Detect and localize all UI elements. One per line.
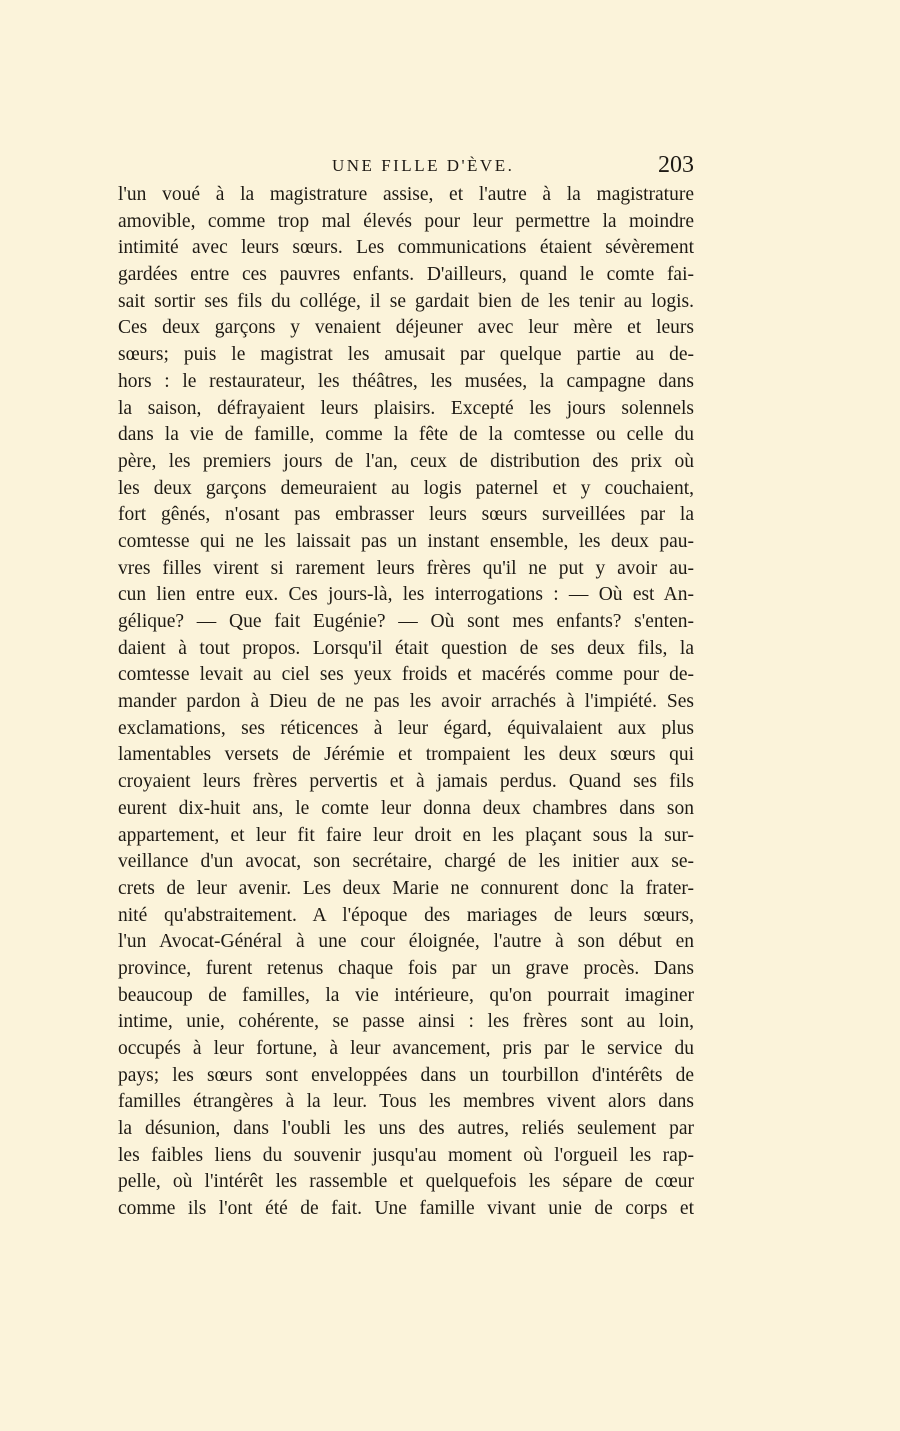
text-line: les deux garçons demeuraient au logis paternel et y couchaient, <box>118 477 694 499</box>
text-line: appartement, et leur fit faire leur droit en les plaçant sous la sur- <box>118 824 694 846</box>
running-title: UNE FILLE D'ÈVE. <box>332 156 515 175</box>
text-line: la saison, défrayaient leurs plaisirs. Excepté les jours solennels <box>118 397 694 419</box>
text-line: eurent dix-huit ans, le comte leur donna deux chambres dans son <box>118 797 694 819</box>
text-line: exclamations, ses réticences à leur égard, équivalaient aux plus <box>118 717 694 739</box>
text-line: hors : le restaurateur, les théâtres, les musées, la campagne dans <box>118 370 694 392</box>
text-line: l'un Avocat-Général à une cour éloignée, l'autre à son début en <box>118 931 694 953</box>
text-line: père, les premiers jours de l'an, ceux de distribution des prix où <box>118 450 694 472</box>
text-line: dans la vie de famille, comme la fête de la comtesse ou celle du <box>118 424 694 446</box>
text-line: veillance d'un avocat, son secrétaire, chargé de les initier aux se- <box>118 851 694 873</box>
text-line: sait sortir ses fils du collége, il se gardait bien de les tenir au logis. <box>118 290 694 312</box>
text-line: daient à tout propos. Lorsqu'il était question de ses deux fils, la <box>118 637 694 659</box>
text-line: familles étrangères à la leur. Tous les membres vivent alors dans <box>118 1091 694 1113</box>
text-line: pays; les sœurs sont enveloppées dans un tourbillon d'intérêts de <box>118 1064 694 1086</box>
text-line: les faibles liens du souvenir jusqu'au moment où l'orgueil les rap- <box>118 1144 694 1166</box>
text-line: crets de leur avenir. Les deux Marie ne connurent donc la frater- <box>118 877 694 899</box>
text-line: cun lien entre eux. Ces jours-là, les interrogations : — Où est An- <box>118 584 694 606</box>
text-line: comme ils l'ont été de fait. Une famille vivant unie de corps et <box>118 1198 694 1220</box>
text-line: croyaient leurs frères pervertis et à jamais perdus. Quand ses fils <box>118 771 694 793</box>
body-text <box>118 182 694 1223</box>
text-line: pelle, où l'intérêt les rassemble et quelquefois les sépare de cœur <box>118 1171 694 1193</box>
text-line: sœurs; puis le magistrat les amusait par quelque partie au de- <box>118 344 694 366</box>
text-line: Ces deux garçons y venaient déjeuner avec leur mère et leurs <box>118 317 694 339</box>
text-line: la désunion, dans l'oubli les uns des autres, reliés seulement par <box>118 1118 694 1140</box>
page-header <box>118 152 694 184</box>
text-line: gélique? — Que fait Eugénie? — Où sont mes enfants? s'enten- <box>118 611 694 632</box>
page-number: 203 <box>658 152 694 178</box>
text-line: lamentables versets de Jérémie et trompaient les deux sœurs qui <box>118 744 694 766</box>
text-line: intime, unie, cohérente, se passe ainsi : les frères sont au loin, <box>118 1011 694 1033</box>
text-line: vres filles virent si rarement leurs frères qu'il ne put y avoir au- <box>118 557 694 579</box>
text-line: nité qu'abstraitement. A l'époque des mariages de leurs sœurs, <box>118 904 694 926</box>
text-line: intimité avec leurs sœurs. Les communications étaient sévèrement <box>118 237 694 259</box>
text-line: comtesse qui ne les laissait pas un instant ensemble, les deux pau- <box>118 530 694 552</box>
text-line: comtesse levait au ciel ses yeux froids et macérés comme pour de- <box>118 664 694 686</box>
text-line: gardées entre ces pauvres enfants. D'ailleurs, quand le comte fai- <box>118 264 694 286</box>
text-line: province, furent retenus chaque fois par un grave procès. Dans <box>118 957 694 979</box>
text-line: fort gênés, n'osant pas embrasser leurs sœurs surveillées par la <box>118 504 694 526</box>
text-line: beaucoup de familles, la vie intérieure, qu'on pourrait imaginer <box>118 984 694 1006</box>
text-line: l'un voué à la magistrature assise, et l'autre à la magistrature <box>118 184 694 205</box>
text-line: amovible, comme trop mal élevés pour leur permettre la moindre <box>118 210 694 232</box>
text-line: occupés à leur fortune, à leur avancement, pris par le service du <box>118 1038 694 1059</box>
text-line: mander pardon à Dieu de ne pas les avoir arrachés à l'impiété. Ses <box>118 691 694 713</box>
